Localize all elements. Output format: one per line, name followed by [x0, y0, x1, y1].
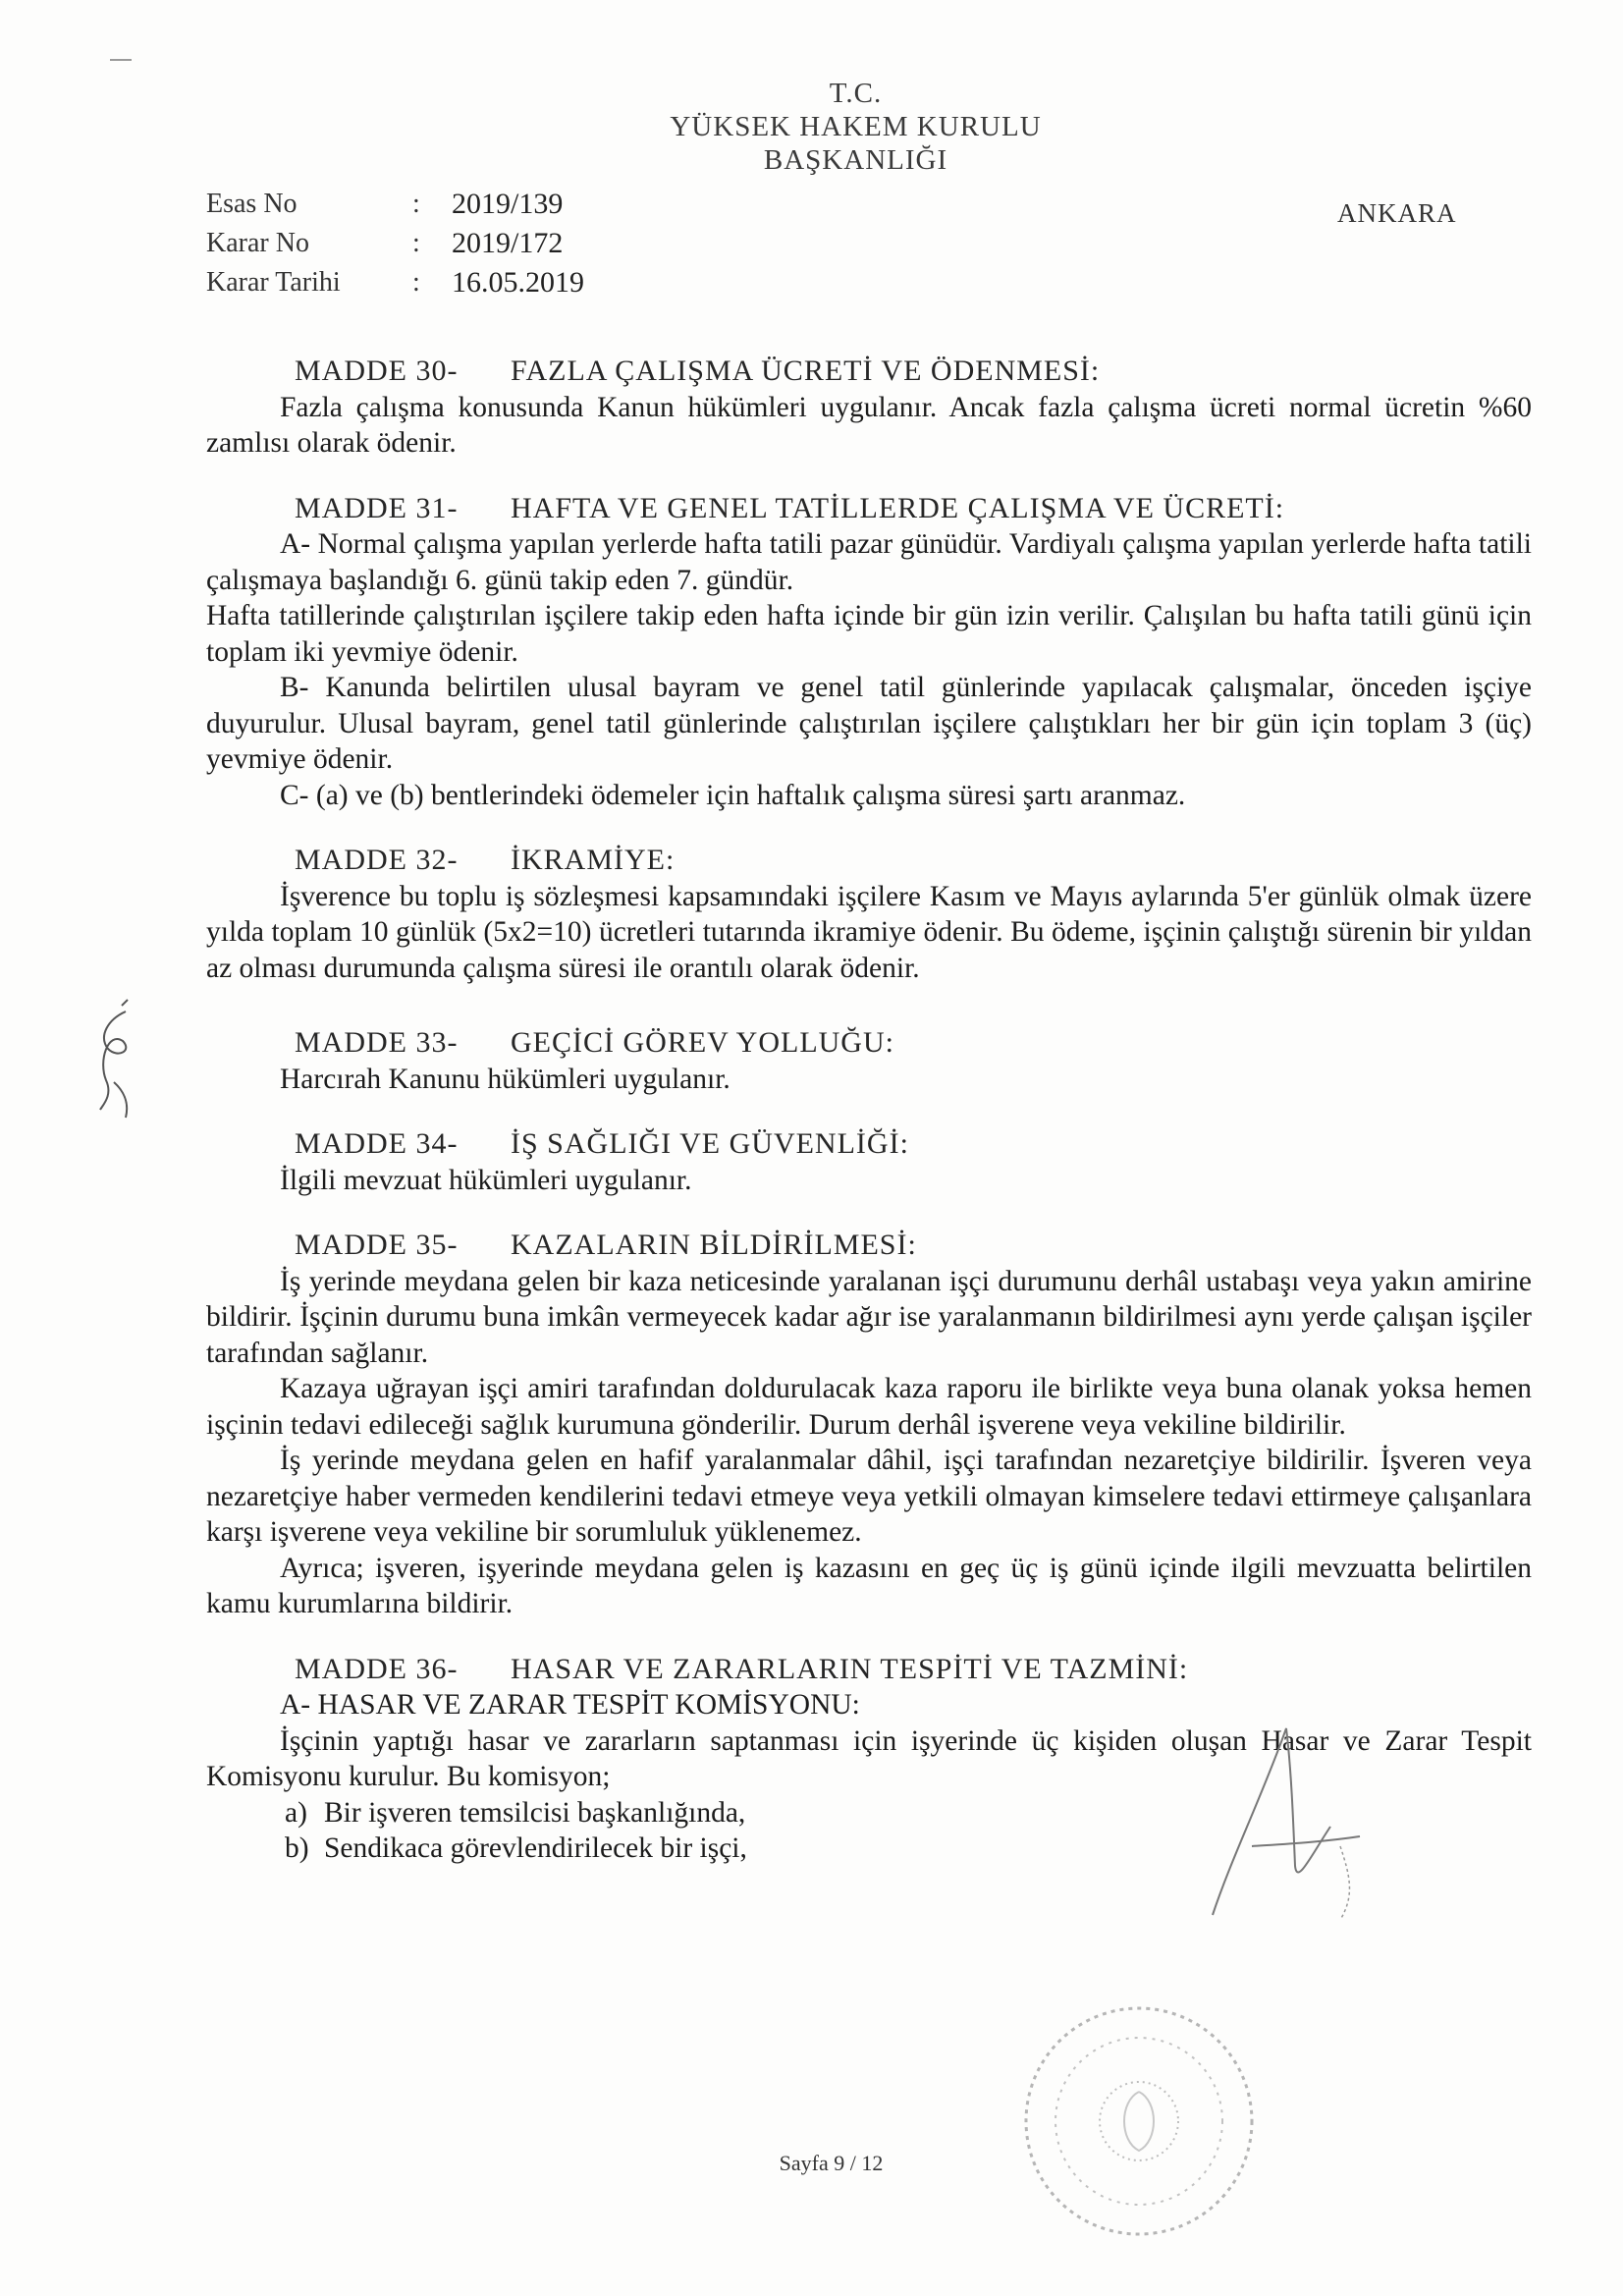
article-heading	[295, 491, 1532, 527]
article-number: MADDE 33-	[295, 1026, 459, 1059]
article-paragraph: Harcırah Kanunu hükümleri uygulanır.	[280, 1063, 730, 1095]
article-heading	[295, 1126, 1532, 1163]
article-heading	[295, 1652, 1532, 1688]
article-subtitle: A- HASAR VE ZARAR TESPİT KOMİSYONU:	[280, 1689, 860, 1721]
institution-header	[0, 77, 1623, 177]
article-paragraph: İş yerinde meydana gelen bir kaza neticesinde yaralanan işçi durumunu derhâl ustabaşı veya yakın amirine bildirir. İşçinin durumu buna imkân vermeyecek kadar ağır ise yaralanmanın bildirilmesi aynı yerde çalışan işçiler tarafından sağlanır.	[206, 1265, 1532, 1369]
article-number: MADDE 35-	[295, 1229, 459, 1261]
article-paragraph: A- Normal çalışma yapılan yerlerde hafta tatili pazar günüdür. Vardiyalı çalışma yapılan yerlerde hafta tatili çalışmaya başlandığı 6. günü takip eden 7. gündür.	[206, 528, 1532, 596]
article-35	[206, 1228, 1532, 1622]
article-title: FAZLA ÇALIŞMA ÜCRETİ VE ÖDENMESİ:	[511, 355, 1101, 387]
article-title: GEÇİCİ GÖREV YOLLUĞU:	[511, 1026, 894, 1059]
list-text: Sendikaca görevlendirilecek bir işçi,	[324, 1832, 747, 1864]
article-number: MADDE 30-	[295, 355, 459, 387]
article-number: MADDE 34-	[295, 1127, 459, 1160]
esas-colon: :	[412, 189, 420, 219]
header-line-kurul: YÜKSEK HAKEM KURULU	[670, 111, 1042, 142]
city-name: ANKARA	[1337, 198, 1457, 228]
handwritten-initials-icon	[79, 992, 187, 1139]
esas-value: 2019/139	[452, 188, 564, 220]
karar-label: Karar No	[206, 228, 309, 258]
esas-label: Esas No	[206, 189, 298, 219]
list-marker: b)	[285, 1832, 309, 1864]
article-title: HAFTA VE GENEL TATİLLERDE ÇALIŞMA VE ÜCRETİ:	[511, 491, 1285, 524]
article-31	[206, 491, 1532, 814]
page-number: Sayfa 9 / 12	[779, 2151, 884, 2175]
tarih-row	[206, 263, 584, 302]
article-heading	[295, 1025, 1532, 1062]
article-paragraph: Hafta tatillerinde çalıştırılan işçilere takip eden hafta içinde bir gün izin verilir. Çalışılan bu hafta tatili günü için toplam iki yevmiye ödenir.	[206, 600, 1532, 668]
article-paragraph: İlgili mevzuat hükümleri uygulanır.	[280, 1164, 692, 1196]
document-body	[206, 354, 1532, 1896]
article-heading	[295, 354, 1532, 390]
page-footer	[0, 2151, 1623, 2176]
handwritten-signature-icon	[1193, 1709, 1389, 1935]
article-heading	[295, 843, 1532, 879]
article-title: KAZALARIN BİLDİRİLMESİ:	[511, 1229, 917, 1261]
article-paragraph: C- (a) ve (b) bentlerindeki ödemeler için haftalık çalışma süresi şartı aranmaz.	[280, 779, 1186, 811]
article-paragraph: Ayrıca; işveren, işyerinde meydana gelen iş kazasını en geç üç iş günü içinde ilgili mevzuatta belirtilen kamu kurumlarına bildirir.	[206, 1552, 1532, 1619]
official-seal-stamp-icon	[992, 1974, 1286, 2269]
article-32	[206, 843, 1532, 986]
tarih-colon: :	[412, 267, 420, 298]
karar-row	[206, 224, 584, 263]
article-paragraph: Kazaya uğrayan işçi amiri tarafından doldurulacak kaza raporu ile birlikte veya buna olanak yoksa hemen işçinin tedavi edileceği sağlık kurumuna gönderilir. Durum derhâl işverene veya vekiline bildirilir.	[206, 1373, 1532, 1441]
article-paragraph: İşçinin yaptığı hasar ve zararların saptanması için işyerinde üç kişiden oluşan Hasar ve Zarar Tespit Komisyonu kurulur. Bu komisyon;	[206, 1724, 1532, 1792]
article-heading	[295, 1228, 1532, 1264]
tarih-value: 16.05.2019	[452, 266, 584, 299]
article-title: HASAR VE ZARARLARIN TESPİTİ VE TAZMİNİ:	[511, 1652, 1189, 1685]
karar-value: 2019/172	[452, 227, 564, 259]
tarih-label: Karar Tarihi	[206, 267, 341, 298]
case-metadata	[206, 185, 584, 302]
article-number: MADDE 32-	[295, 844, 459, 876]
article-paragraph: Fazla çalışma konusunda Kanun hükümleri uygulanır. Ancak fazla çalışma ücreti normal ücretin %60 zamlısı olarak ödenir.	[206, 391, 1532, 459]
article-34	[206, 1126, 1532, 1198]
article-paragraph: B- Kanunda belirtilen ulusal bayram ve genel tatil günlerinde yapılacak çalışmalar, önceden işçiye duyurulur. Ulusal bayram, genel tatil günlerinde çalıştırılan işçilere çalıştıkları her bir gün için toplam 3 (üç) yevmiye ödenir.	[206, 672, 1532, 775]
list-text: Bir işveren temsilcisi başkanlığında,	[324, 1796, 746, 1829]
article-number: MADDE 36-	[295, 1652, 459, 1685]
article-33	[206, 1025, 1532, 1097]
article-title: İKRAMİYE:	[511, 844, 676, 876]
karar-colon: :	[412, 228, 420, 258]
article-number: MADDE 31-	[295, 491, 459, 524]
article-paragraph: İş yerinde meydana gelen en hafif yaralanmalar dâhil, işçi tarafından nezaretçiye bildirilir. İşveren veya nezaretçiye haber vermeden kendilerini tedavi etmeye veya yetkili olmayan kimselere tedavi ettirmeye çalışanlara karşı işverene veya vekiline bir sorumluluk yüklenemez.	[206, 1445, 1532, 1548]
esas-row	[206, 185, 584, 224]
article-30	[206, 354, 1532, 462]
header-line-tc: T.C.	[829, 78, 883, 109]
scan-mark	[110, 59, 132, 61]
article-title: İŞ SAĞLIĞI VE GÜVENLİĞİ:	[511, 1127, 909, 1160]
list-marker: a)	[285, 1796, 307, 1829]
header-line-baskanlik: BAŞKANLIĞI	[763, 144, 948, 176]
article-paragraph: İşverence bu toplu iş sözleşmesi kapsamındaki işçilere Kasım ve Mayıs aylarında 5'er günlük olmak üzere yılda toplam 10 günlük (5x2=10) ücretleri tutarında ikramiye ödenir. Bu ödeme, işçinin çalıştığı sürenin bir yıldan az olması durumunda çalışma süresi ile orantılı olarak ödenir.	[206, 880, 1532, 984]
